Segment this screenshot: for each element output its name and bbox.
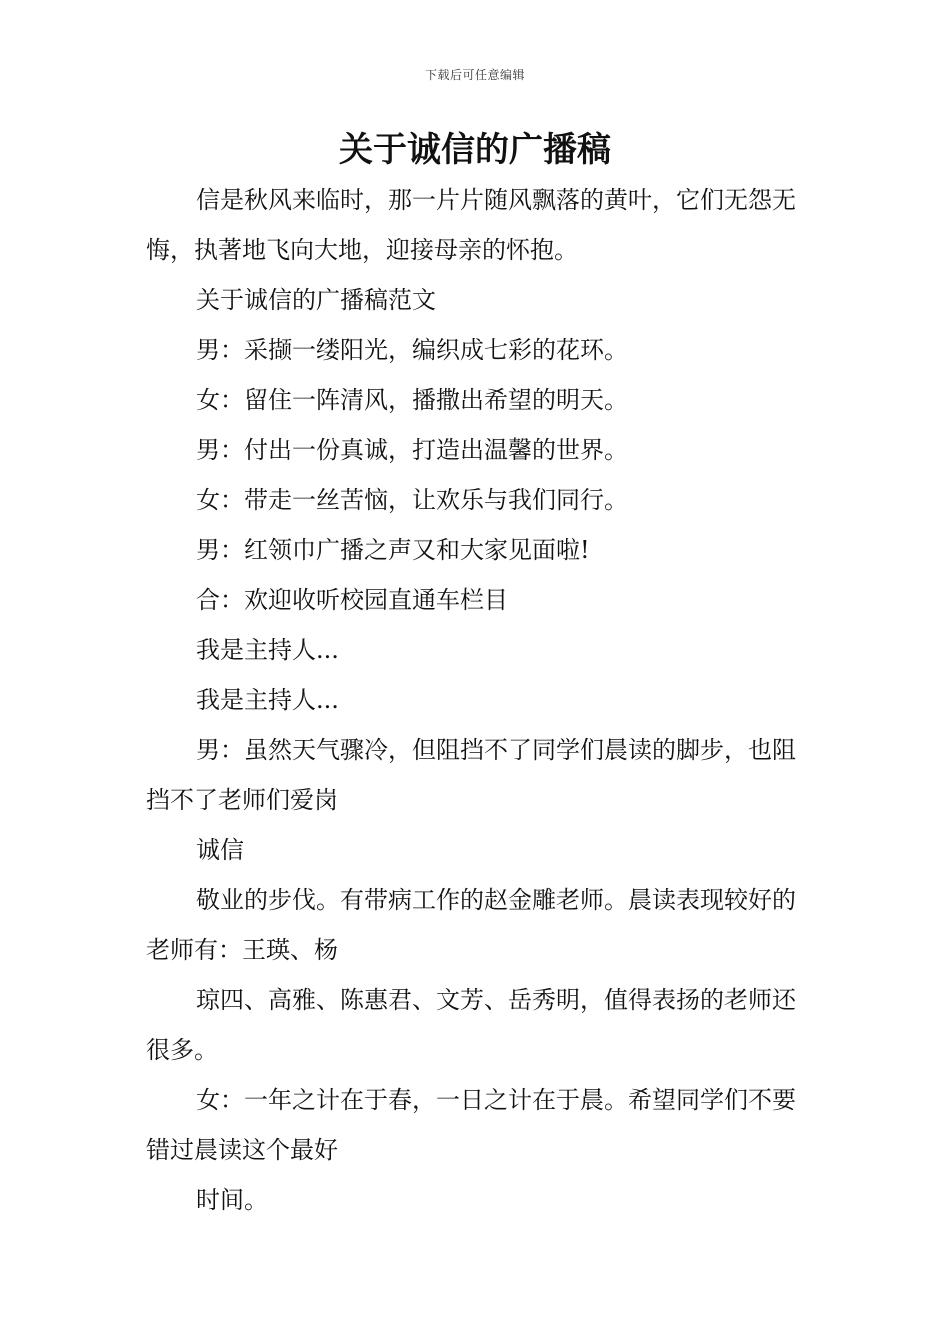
paragraph: 时间。	[196, 1186, 268, 1214]
paragraph: 女：一年之计在于春，一日之计在于晨。希望同学们不要错过晨读这个最好	[146, 1086, 796, 1164]
document-title: 关于诚信的广播稿	[339, 130, 611, 170]
paragraph: 女：带走一丝苦恼，让欢乐与我们同行。	[196, 486, 628, 514]
paragraph: 男：付出一份真诚，打造出温馨的世界。	[196, 436, 628, 464]
paragraph: 我是主持人...	[196, 686, 339, 714]
paragraph: 我是主持人...	[196, 636, 339, 664]
paragraph: 男：虽然天气骤冷，但阻挡不了同学们晨读的脚步，也阻挡不了老师们爱岗	[146, 736, 796, 814]
paragraph: 敬业的步伐。有带病工作的赵金雕老师。晨读表现较好的老师有：王瑛、杨	[146, 886, 796, 964]
paragraph: 合：欢迎收听校园直通车栏目	[196, 586, 508, 614]
paragraph: 诚信	[196, 836, 244, 864]
paragraph: 男：红领巾广播之声又和大家见面啦!	[196, 536, 590, 564]
paragraph: 男：采撷一缕阳光，编织成七彩的花环。	[196, 336, 628, 364]
paragraph: 女：留住一阵清风，播撒出希望的明天。	[196, 386, 628, 414]
paragraph: 关于诚信的广播稿范文	[196, 286, 436, 314]
header-note: 下载后可任意编辑	[424, 68, 525, 82]
paragraph: 琼四、高雅、陈惠君、文芳、岳秀明，值得表扬的老师还很多。	[146, 986, 796, 1064]
paragraph: 信是秋风来临时，那一片片随风飘落的黄叶，它们无怨无悔，执著地飞向大地，迎接母亲的怀抱。	[146, 186, 796, 264]
document-body	[146, 175, 808, 1225]
